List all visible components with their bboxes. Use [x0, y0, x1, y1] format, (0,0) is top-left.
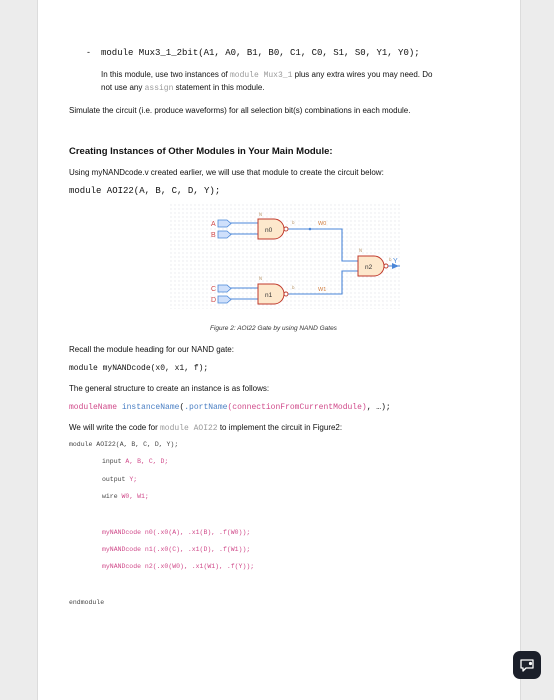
output-label-y: Y — [393, 258, 398, 265]
syntax-connection: (connectionFromCurrentModule) — [227, 403, 367, 412]
gate-label: n1 — [265, 292, 273, 299]
code-instance-module: myNANDcode — [102, 563, 142, 570]
syntax-port-name: .portName — [184, 403, 228, 412]
section-heading: Creating Instances of Other Modules in Your Main Module: — [69, 146, 333, 157]
syntax-module-name: moduleName — [69, 403, 118, 412]
code-values: A, B, C, D; — [125, 458, 169, 465]
syntax-tail: , …); — [366, 403, 391, 412]
instruction-text: plus any extra wires you may need. Do — [292, 70, 433, 79]
gate-label: n0 — [265, 227, 273, 234]
document-page — [37, 0, 521, 700]
svg-text:b: b — [292, 220, 295, 225]
code-endmodule: endmodule — [69, 599, 105, 606]
svg-text:N: N — [259, 276, 262, 281]
code-input-line — [102, 458, 168, 465]
code-instance-module: myNANDcode — [102, 546, 142, 553]
inline-code: assign — [144, 84, 174, 93]
list-bullet: - — [87, 47, 90, 57]
general-structure-text: The general structure to create an instance is as follows: — [69, 384, 270, 393]
write-code-text — [69, 423, 342, 433]
input-label-c: C — [211, 286, 217, 293]
code-output-line — [102, 476, 137, 483]
code-instance-n1 — [102, 546, 250, 553]
code-module-header: module AOI22(A, B, C, D, Y); — [69, 441, 179, 448]
input-label-b: B — [211, 232, 216, 239]
wire-label-w1: W1 — [318, 287, 327, 293]
chat-bubble-icon — [519, 658, 535, 673]
instruction-text: not use any — [101, 83, 145, 92]
wire-junctions — [309, 228, 312, 231]
recall-text: Recall the module heading for our NAND gate: — [69, 345, 234, 354]
mux-module-signature: module Mux3_1_2bit(A1, A0, B1, B0, C1, C0, S1, S0, Y1, Y0); — [101, 48, 420, 58]
code-instance-module: myNANDcode — [102, 529, 142, 536]
mux-instruction-line2 — [101, 83, 265, 93]
simulate-instruction: Simulate the circuit (i.e. produce waveforms) for all selection bit(s) combinations in each module. — [69, 106, 411, 115]
code-instance-args: (.x0(W0), .x1(W1), .f(Y)); — [152, 563, 255, 570]
svg-text:N: N — [359, 248, 362, 253]
code-instance-name: n1 — [144, 546, 153, 553]
inline-code: module AOI22 — [160, 424, 218, 433]
code-instance-args: (.x0(A), .x1(B), .f(W0)); — [152, 529, 251, 536]
aoi-module-signature: module AOI22(A, B, C, D, Y); — [69, 186, 221, 196]
code-instance-name: n0 — [144, 529, 153, 536]
input-label-d: D — [211, 297, 217, 304]
svg-text:b: b — [389, 257, 392, 262]
instruction-text: statement in this module. — [173, 83, 265, 92]
instance-syntax — [69, 403, 391, 412]
using-text: Using myNANDcode.v created earlier, we will use that module to create the circuit below: — [69, 168, 384, 177]
mux-instruction-line1 — [101, 70, 432, 80]
wire-label-w0: W0 — [318, 221, 327, 227]
code-instance-name: n2 — [144, 563, 153, 570]
write-text-part: We will write the code for — [69, 423, 160, 432]
code-keyword: wire — [102, 493, 118, 500]
svg-text:N: N — [259, 212, 262, 217]
code-instance-args: (.x0(C), .x1(D), .f(W1)); — [152, 546, 251, 553]
code-keyword: output — [102, 476, 126, 483]
figure-caption: Figure 2: AOI22 Gate by using NAND Gates — [210, 325, 337, 332]
aoi22-circuit-diagram — [170, 204, 400, 309]
write-text-part: to implement the circuit in Figure2: — [217, 423, 343, 432]
input-label-a: A — [211, 221, 216, 228]
code-wire-line — [102, 493, 149, 500]
code-instance-n2 — [102, 563, 254, 570]
code-values: Y; — [129, 476, 138, 483]
code-instance-n0 — [102, 529, 250, 536]
gate-label: n2 — [365, 264, 373, 271]
code-keyword: input — [102, 458, 122, 465]
syntax-instance-name: instanceName — [121, 403, 180, 412]
nand-module-signature: module myNANDcode(x0, x1, f); — [69, 364, 209, 373]
chat-assistant-button[interactable] — [513, 651, 541, 679]
instruction-text: In this module, use two instances of — [101, 70, 230, 79]
syntax-paren: ( — [179, 403, 185, 412]
inline-code: module Mux3_1 — [229, 71, 293, 80]
svg-text:b: b — [292, 285, 295, 290]
code-values: W0, W1; — [121, 493, 149, 500]
